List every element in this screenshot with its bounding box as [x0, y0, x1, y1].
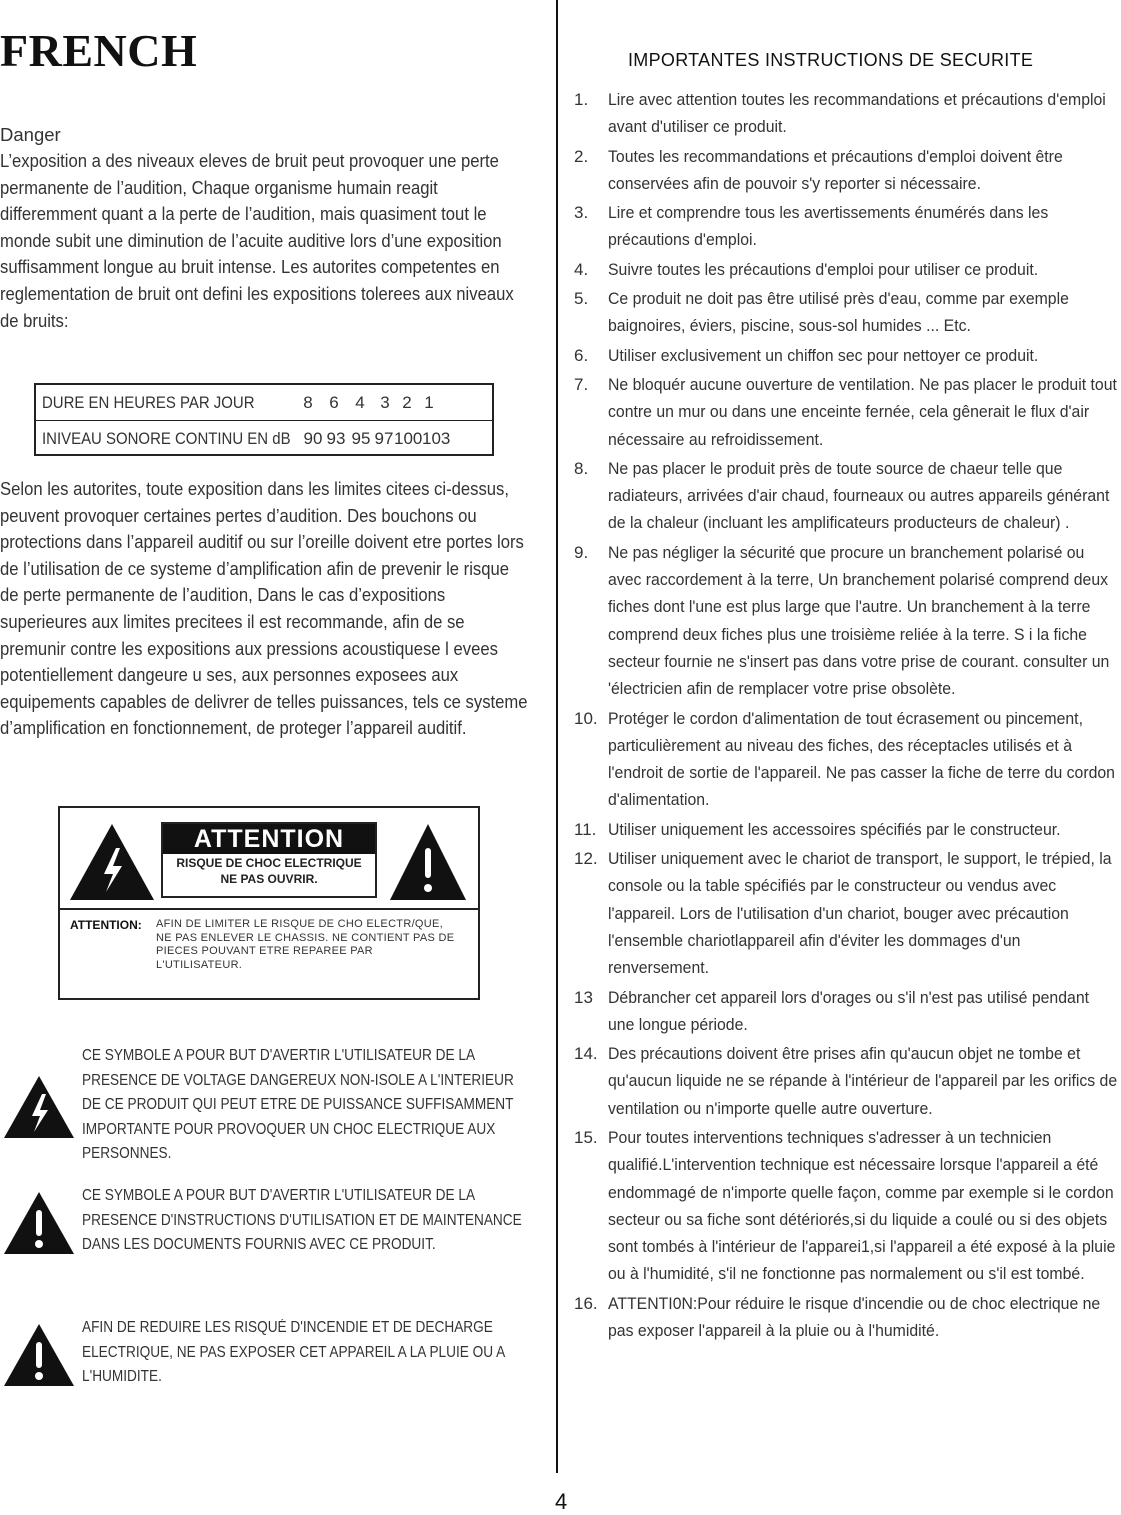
db-value: 93	[326, 429, 346, 448]
db-value: 100	[394, 429, 423, 448]
instruction-text: Des précautions doivent être prises afin qu'aucun objet ne tombe et qu'aucun liquide ne se répande à l'intérieur de l'appareil par les orifics de ventilation ou n'importe quelle autre ouverture.	[608, 1044, 1118, 1118]
exposure-db-row	[36, 421, 492, 456]
instruction-number: 9.	[574, 542, 589, 562]
db-value: 90	[303, 429, 323, 448]
instruction-item	[574, 143, 1119, 198]
instruction-number: 4.	[574, 259, 589, 279]
instruction-number: 5.	[574, 289, 589, 309]
instruction-item	[574, 455, 1119, 537]
instruction-text: Protéger le cordon d'alimentation de tout écrasement ou pincement, particulièrement au niveau des fiches, des réceptacles utilisés et à l'endroit de sortie de l'appareil. Ne pas casser la fiche de terre du cordon d'alimentation.	[608, 708, 1115, 810]
instruction-text: Utiliser uniquement avec le chariot de transport, le support, le trépied, la console ou la table spécifiés par le constructeur ou vendus avec l'appareil. Lors de l'utilisation d'un chariot, bouger avec précaution l'ensemble chariotlappareil afin d'éviter les dommages d'un renversement.	[608, 849, 1112, 978]
db-value: 97	[374, 429, 394, 448]
instruction-text: Suivre toutes les précautions d'emploi pour utiliser ce produit.	[608, 259, 1039, 279]
instruction-item	[574, 705, 1119, 814]
instruction-number: 16.	[574, 1293, 598, 1313]
hours-value: 1	[424, 393, 434, 412]
instruction-text: Utiliser uniquement les accessoires spécifiés par le constructeur.	[608, 819, 1061, 839]
instruction-item	[574, 539, 1119, 703]
instruction-text: Lire avec attention toutes les recommandations et précautions d'emploi avant d'utiliser ce produit.	[608, 90, 1106, 137]
instruction-text: Utiliser exclusivement un chiffon sec pour nettoyer ce produit.	[608, 345, 1039, 365]
instruction-text: Débrancher cet appareil lors d'orages ou s'il n'est pas utilisé pendant une longue période.	[608, 987, 1090, 1034]
instruction-item	[574, 371, 1119, 453]
attention-banner-title: ATTENTION	[163, 824, 375, 854]
instruction-number: 15.	[574, 1127, 598, 1147]
hours-value: 8	[303, 393, 313, 412]
noise-exposure-advice: Selon les autorites, toute exposition dans les limites citees ci-dessus, peuvent provoquer certaines pertes d’audition. Des bouchons ou protections dans l’appareil auditif ou sur l’oreille doivent etre portes lors de l’utilisation de ce systeme d’amplification afin de prevenir le risque de perte permanente de l’audition, Dans le cas d’expositions superieures aux limites precitees il est recommande, afin de se premunir contre les expositions aux pressions acoustiquese l evees potentiellement dangeure u ses, aux personnes exposees aux equipements capables de delivrer de telles puissances, tels ce systeme d’amplification en fonctionnement, de proteger l’appareil auditif.	[0, 478, 528, 739]
attention-text: AFIN DE LIMITER LE RISQUE DE CHO ELECTR/QUE, NE PAS ENLEVER LE CHASSIS. NE CONTIENT PAS DE PIECES POUVANT ETRE REPAREE PAR L'UTILISATEUR.	[156, 918, 455, 971]
instruction-text: Ne pas négliger la sécurité que procure un branchement polarisé ou avec raccordement à la terre, Un branchement polarisé comprend deux fiches dont l'une est plus large que l'autre. Un branchement à la terre comprend deux fiches plus une troisième reliée à la terre. S i la fiche secteur fournie ne s'insert pas dans votre prise de courant. consulter un 'électricien afin de remplacer votre prise obsolète.	[608, 542, 1110, 699]
attention-banner	[161, 822, 377, 898]
safety-instructions-title: IMPORTANTES INSTRUCTIONS DE SECURITE	[628, 50, 1034, 70]
instruction-number: 2.	[574, 146, 589, 166]
instruction-item	[574, 285, 1119, 340]
noise-exposure-intro: L’exposition a des niveaux eleves de bruit peut provoquer une perte permanente de l’audition, Chaque organisme humain reagit differemment quant a la perte de l’audition, mais quasiment tout le monde subit une diminution de l’acuite auditive lors d’une exposition suffisamment longue au bruit intense. Les autorites competentes en reglementation de bruit ont defini les expositions tolerees aux niveaux de bruits:	[0, 150, 514, 331]
instruction-item	[574, 1040, 1119, 1122]
exclamation-warning-icon	[2, 1190, 76, 1256]
danger-heading: Danger	[0, 124, 61, 145]
instruction-number: 3.	[574, 203, 589, 223]
instruction-text: Ce produit ne doit pas être utilisé près d'eau, comme par exemple baignoires, éviers, piscine, sous-sol humides ... Etc.	[608, 289, 1069, 336]
exposure-table	[34, 383, 494, 456]
db-value: 95	[351, 429, 371, 448]
instruction-item	[574, 86, 1119, 141]
attention-banner-line2: NE PAS OUVRIR.	[220, 872, 318, 886]
lightning-warning-icon	[2, 1074, 76, 1140]
exclamation-warning-icon	[2, 1322, 76, 1388]
column-divider	[556, 0, 558, 1473]
exposure-hours-label: DURE EN HEURES PAR JOUR	[42, 393, 255, 412]
safety-instructions-list	[574, 86, 1119, 1346]
symbol-moisture-text: AFIN DE REDUIRE LES RISQUÉ D'INCENDIE ET DE DECHARGE ELECTRIQUE, NE PAS EXPOSER CET APPAREIL A LA PLUIE OU A L'HUMIDITE.	[82, 1319, 505, 1385]
instruction-item	[574, 1290, 1119, 1345]
exposure-hours-row	[36, 385, 492, 421]
instruction-number: 10.	[574, 708, 598, 728]
symbol-voltage-text: CE SYMBOLE A POUR BUT D'AVERTIR L'UTILISATEUR DE LA PRESENCE DE VOLTAGE DANGEREUX NON-ISOLE A L'INTERIEUR DE CE PRODUIT QUI PEUT ETRE DE PUISSANCE SUFFISAMMENT IMPORTANTE POUR PROVOQUER UN CHOC ELECTRIQUE AUX PERSONNES.	[82, 1047, 514, 1162]
instruction-number: 6.	[574, 345, 589, 365]
instruction-item	[574, 984, 1119, 1039]
instruction-item	[574, 342, 1119, 369]
instruction-text: Toutes les recommandations et précautions d'emploi doivent être conservées afin de pouvoir s'y reporter si nécessaire.	[608, 146, 1063, 193]
instruction-item	[574, 199, 1119, 254]
instruction-number: 13	[574, 987, 593, 1007]
lightning-warning-icon	[68, 822, 156, 902]
instruction-number: 14.	[574, 1044, 598, 1064]
instruction-text: ATTENTI0N:Pour réduire le risque d'incendie ou de choc electrique ne pas exposer l'appareil à la pluie ou à l'humidité.	[608, 1293, 1101, 1341]
instruction-number: 8.	[574, 458, 589, 478]
symbol-instructions-text: CE SYMBOLE A POUR BUT D'AVERTIR L'UTILISATEUR DE LA PRESENCE D'INSTRUCTIONS D'UTILISATION ET DE MAINTENANCE DANS LES DOCUMENTS FOURNIS AVEC CE PRODUIT.	[82, 1187, 522, 1253]
instruction-item	[574, 1124, 1119, 1288]
instruction-number: 7.	[574, 374, 589, 394]
instruction-item	[574, 845, 1119, 981]
attention-label: ATTENTION:	[70, 918, 142, 932]
instruction-number: 11.	[574, 819, 597, 839]
hours-value: 3	[380, 393, 390, 412]
hours-value: 4	[355, 393, 365, 412]
instruction-text: Ne bloquér aucune ouverture de ventilation. Ne pas placer le produit tout contre un mur ou dans une enceinte fernée, cela gênerait le flux d'air nécessaire au refroidissement.	[608, 374, 1117, 449]
shock-warning-box	[58, 806, 480, 1000]
warning-box-separator	[60, 908, 478, 910]
attention-banner-line1: RISQUE DE CHOC ELECTRIQUE	[176, 856, 362, 870]
hours-value: 6	[329, 393, 339, 412]
page-number: 4	[555, 1489, 568, 1514]
language-title: FRENCH	[0, 25, 198, 76]
instruction-text: Pour toutes interventions techniques s'adresser à un technicien qualifié.L'intervention technique est nécessaire lorsque l'appareil a été endommagé de n'importe quelle façon, comme par exemple si le cordon secteur ou sa fiche sont détériorés,si du liquide a coulé ou si des objets sont tombés à l'intérieur de l'apparei1,si l'appareil a été exposé à la pluie ou à l'humidité, s'il ne fonctionne pas normalement ou s'il est tombé.	[608, 1127, 1116, 1284]
hours-value: 2	[402, 393, 412, 412]
instruction-text: Lire et comprendre tous les avertissements énumérés dans les précautions d'emploi.	[608, 203, 1049, 250]
instruction-number: 12.	[574, 849, 598, 869]
instruction-number: 1.	[574, 90, 589, 109]
instruction-item	[574, 256, 1119, 283]
exclamation-warning-icon	[388, 822, 468, 902]
exposure-db-label: INIVEAU SONORE CONTINU EN dB	[42, 429, 291, 448]
instruction-text: Ne pas placer le produit près de toute source de chaeur telle que radiateurs, arrivées d'air chaud, fourneaux ou autres appareils générant de la chaleur (incluant les amplificateurs producteurs de chaleur) .	[608, 458, 1110, 533]
instruction-item	[574, 816, 1119, 843]
db-value: 103	[422, 429, 451, 448]
